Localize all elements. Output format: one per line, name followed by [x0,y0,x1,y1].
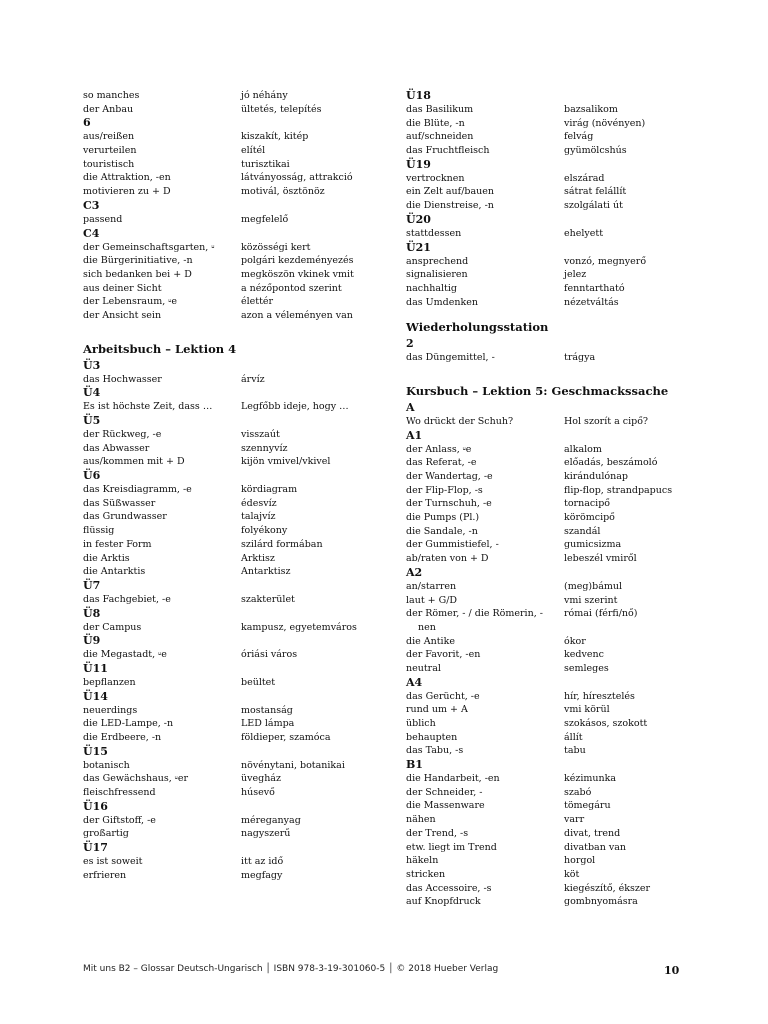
hungarian-translation: divatban van [564,841,627,853]
hungarian-translation: ehelyett [564,227,604,239]
glossary-entry [83,731,373,745]
german-term: flüssig [83,525,115,537]
german-term: der Gummistiefel, - [406,539,499,551]
hungarian-translation: itt az idő [241,856,284,868]
german-term: stattdessen [406,227,462,239]
section-heading: Kursbuch – Lektion 5: Geschmackssache [406,383,669,398]
glossary-entry [406,717,706,731]
hungarian-translation: visszaút [241,429,280,440]
german-term: der Giftstoff, -e [83,814,156,826]
german-term: die Erdbeere, -n [83,732,162,743]
spacer [83,323,373,339]
hungarian-translation: előadás, beszámoló [564,457,658,469]
glossary-entry [83,759,373,773]
german-term: fleischfressend [83,787,156,799]
exercise-heading: Ü14 [83,689,108,703]
hungarian-translation: megköszön vkinek vmit [241,268,354,280]
german-term: nen [418,621,436,633]
glossary-entry [83,268,373,282]
hungarian-translation: semleges [564,662,609,674]
hungarian-translation: Antarktisz [241,566,291,578]
german-term: aus/reißen [83,131,135,143]
exercise-heading: C4 [83,226,100,240]
german-term: die Antike [406,635,455,647]
german-term: es ist soweit [83,856,143,868]
glossary-entry [406,172,706,186]
glossary-entry [83,213,373,227]
exercise-heading: A [406,400,415,414]
hungarian-translation: felvág [564,131,594,143]
german-term: der Turnschuh, -e [406,498,492,510]
german-term: das Düngemittel, - [406,352,495,364]
german-term: die Dienstreise, -n [406,200,494,212]
hungarian-translation: kiegészítő, ékszer [564,882,651,894]
hungarian-translation: gumicsizma [564,539,622,551]
german-term: die Pumps (Pl.) [406,512,480,524]
glossary-entry [83,717,373,731]
glossary-entry [83,254,373,268]
section-heading: Wiederholungsstation [406,320,549,335]
exercise-heading: C3 [83,198,100,212]
german-term: auf/schneiden [406,131,474,143]
glossary-entry [406,351,706,365]
hungarian-translation: római (férfi/nő) [564,608,638,620]
hungarian-translation: jelez [564,269,587,281]
german-term: das Hochwasser [83,373,162,385]
exercise-heading: 6 [83,116,91,130]
glossary-entry [406,456,706,470]
glossary-entry [406,703,706,717]
glossary-entry [83,621,373,635]
german-term: ein Zelt auf/bauen [406,186,495,198]
glossary-entry [406,511,706,525]
german-term: motivieren zu + D [83,186,171,198]
glossary-entry [83,538,373,552]
glossary-entry [406,538,706,552]
glossary-entry [406,772,706,786]
german-term: passend [83,213,123,225]
german-term: das Umdenken [406,296,478,308]
german-term: der Lebensraum, ⸚e [83,296,177,308]
hungarian-translation: elítél [241,145,266,157]
german-term: die Blüte, -n [406,117,465,129]
hungarian-translation: köt [564,868,580,880]
hungarian-translation: közösségi kert [241,241,311,253]
german-term: das Referat, -e [406,457,477,469]
exercise-heading: Ü15 [83,744,108,758]
hungarian-translation: kézimunka [564,773,617,785]
hungarian-translation: kirándulónap [564,471,628,482]
german-term: üblich [406,718,436,729]
german-term: die Bürgerinitiative, -n [83,255,193,267]
exercise-heading: Ü6 [83,469,101,483]
german-term: das Gewächshaus, ⸚er [83,773,188,785]
glossary-entry [406,744,706,758]
hungarian-translation: Legfőbb ideje, hogy … [241,401,349,413]
glossary-entry [83,185,373,199]
glossary-entry [406,497,706,511]
hungarian-translation: motivál, ösztönöz [241,186,325,198]
hungarian-translation: turisztikai [241,158,290,170]
glossary-entry [83,552,373,566]
german-term: das Fachgebiet, -e [83,593,171,605]
hungarian-translation: a nézőpontod szerint [241,282,342,294]
german-term: die Attraktion, -en [83,172,171,184]
hungarian-translation: földieper, szamóca [241,732,331,743]
german-term: das Tabu, -s [406,745,464,757]
german-term: touristisch [83,158,135,170]
glossary-entry [406,484,706,498]
glossary-entry [406,662,706,676]
german-term: die Arktis [83,552,130,564]
german-term: an/starren [406,580,457,592]
glossary-entry [406,282,706,296]
german-term: der Anlass, ⸚e [406,443,472,455]
hungarian-translation: árvíz [241,373,265,385]
hungarian-translation: megfelelő [241,213,289,225]
german-term: Es ist höchste Zeit, dass … [83,401,213,413]
glossary-entry [406,144,706,158]
german-term: das Accessoire, -s [406,882,492,894]
hungarian-translation: szennyvíz [241,442,288,454]
german-term: aus/kommen mit + D [83,456,185,468]
german-term: nachhaltig [406,282,457,294]
hungarian-translation: talajvíz [241,511,276,523]
exercise-heading: Ü7 [83,578,101,592]
exercise-heading: A4 [406,675,423,689]
hungarian-translation: jó néhány [241,90,288,101]
german-term: der Römer, - / die Römerin, - [406,608,543,620]
exercise-heading: B1 [406,758,423,772]
glossary-entry [406,854,706,868]
glossary-entry [83,869,373,883]
german-term: der Schneider, - [406,786,483,798]
german-term: der Flip-Flop, -s [406,484,483,496]
glossary-entry [83,144,373,158]
glossary-entry [83,103,373,117]
hungarian-translation: LED lámpa [241,718,295,730]
hungarian-translation: vonzó, megnyerő [564,255,647,267]
german-term: häkeln [406,855,439,867]
glossary-entry [83,786,373,800]
glossary-entry [406,580,706,594]
exercise-heading: Ü3 [83,358,101,372]
glossary-entry [83,648,373,662]
exercise-heading: 2 [406,337,414,351]
german-term: behaupten [406,731,458,743]
hungarian-translation: szokásos, szokott [564,718,648,729]
section-heading: Arbeitsbuch – Lektion 4 [83,341,237,356]
exercise-heading: A2 [406,565,423,579]
glossary-entry [406,882,706,896]
german-term: signalisieren [406,269,468,281]
hungarian-translation: állít [564,731,583,743]
hungarian-translation: bazsalikom [564,104,618,115]
glossary-entry [406,227,706,241]
exercise-heading: Ü20 [406,212,431,226]
hungarian-translation: kördiagram [241,484,298,496]
glossary-entry [406,690,706,704]
german-term: die Massenware [406,800,485,812]
hungarian-translation: azon a véleményen van [241,309,353,321]
exercise-heading: Ü8 [83,606,101,620]
hungarian-translation: szilárd formában [241,538,323,550]
glossary-entry [83,676,373,690]
hungarian-translation: körömcipő [564,512,615,524]
hungarian-translation: szakterület [241,593,295,605]
hungarian-translation: trágya [564,352,596,364]
german-term: der Anbau [83,103,134,115]
hungarian-translation: élettér [241,296,274,308]
glossary-entry [406,594,706,608]
german-term: erfrieren [83,869,127,881]
hungarian-translation: kampusz, egyetemváros [241,621,357,633]
hungarian-translation: gyümölcshús [564,145,627,157]
german-term: auf Knopfdruck [406,896,481,908]
exercise-heading: A1 [406,428,423,442]
glossary-entry [406,117,706,131]
german-term: großartig [83,828,129,840]
exercise-heading: Ü9 [83,634,101,648]
glossary-entry [83,442,373,456]
glossary-entry [83,158,373,172]
glossary-entry [406,731,706,745]
glossary-entry [83,593,373,607]
glossary-entry [83,282,373,296]
german-term: sich bedanken bei + D [83,268,192,280]
glossary-entry [83,309,373,323]
german-term: die Antarktis [83,566,146,578]
glossary-entry [83,524,373,538]
glossary-entry [406,130,706,144]
german-term: der Gemeinschaftsgarten, ⸚ [83,241,215,253]
german-term: die Megastadt, ⸚e [83,649,167,661]
glossary-entry [83,814,373,828]
hungarian-translation: kiszakít, kitép [241,131,309,143]
hungarian-translation: megfagy [241,869,283,881]
hungarian-translation: elszárad [564,172,605,184]
hungarian-translation: szabó [564,786,592,798]
german-term: etw. liegt im Trend [406,841,497,853]
glossary-entry [406,827,706,841]
german-term: das Gerücht, -e [406,690,480,702]
exercise-heading: Ü11 [83,661,108,675]
glossary-entry [406,786,706,800]
german-term: nähen [406,814,436,826]
glossary-entry [83,130,373,144]
german-term: laut + G/D [406,594,458,606]
german-term: rund um + A [406,704,468,716]
hungarian-translation: húsevő [241,787,275,799]
footer-text: Mit uns B2 – Glossar Deutsch-Ungarisch │ ISBN 978-3-19-301060-5 │ © 2018 Hueber Verlag [83,964,499,974]
german-term: bepflanzen [83,676,136,688]
hungarian-translation: horgol [564,855,596,867]
german-term: ab/raten von + D [406,553,489,565]
glossary-entry [83,510,373,524]
hungarian-translation: ültetés, telepítés [241,103,322,115]
hungarian-translation: flip-flop, strandpapucs [564,484,673,496]
hungarian-translation: Hol szorít a cipő? [564,415,649,427]
glossary-entry [406,470,706,484]
hungarian-translation: sátrat felállít [564,186,627,198]
right-column [406,89,706,909]
glossary-entry [406,185,706,199]
german-term: vertrocknen [406,172,465,184]
exercise-heading: Ü4 [83,386,101,400]
hungarian-translation: Arktisz [241,552,275,564]
glossary-entry [83,455,373,469]
hungarian-translation: beültet [241,676,276,688]
hungarian-translation: tabu [564,745,586,757]
hungarian-translation [576,621,706,635]
glossary-entry [406,525,706,539]
hungarian-translation: látványosság, attrakció [241,172,353,184]
german-term: in fester Form [83,538,152,550]
hungarian-translation: szandál [564,525,601,537]
hungarian-translation: édesvíz [241,497,277,509]
exercise-heading: Ü17 [83,841,108,855]
glossary-entry [406,635,706,649]
german-term: der Campus [83,621,142,633]
glossary-entry [83,855,373,869]
glossary-entry [406,443,706,457]
german-term: das Süßwasser [83,497,156,509]
glossary-entry [83,241,373,255]
hungarian-translation: virág (növényen) [564,117,646,129]
german-term: das Grundwasser [83,511,167,523]
hungarian-translation: hír, híresztelés [564,690,635,702]
hungarian-translation: nagyszerű [241,828,291,840]
hungarian-translation: fenntartható [564,282,625,294]
exercise-heading: Ü21 [406,240,431,254]
german-term: so manches [83,90,140,101]
hungarian-translation: polgári kezdeményezés [241,255,354,267]
glossary-entry [83,171,373,185]
hungarian-translation: vmi körül [564,704,610,716]
german-term: neuerdings [83,704,138,716]
glossary-entry [83,400,373,414]
german-term: das Basilikum [406,104,474,115]
hungarian-translation: növénytani, botanikai [241,759,345,771]
glossary-entry [406,895,706,909]
glossary-entry [83,483,373,497]
hungarian-translation: üvegház [241,773,281,785]
german-term: neutral [406,662,441,674]
glossary-entry [83,565,373,579]
german-term: stricken [406,868,446,880]
hungarian-translation: gombnyomásra [564,896,638,908]
german-term: das Fruchtfleisch [406,145,490,157]
glossary-entry [406,415,706,429]
hungarian-translation: varr [564,814,585,826]
glossary-entry [406,552,706,566]
glossary-entry [406,841,706,855]
glossary-entry [83,373,373,387]
german-term: die Sandale, -n [406,525,478,537]
glossary-entry [406,199,706,213]
left-column [83,89,373,883]
glossary-entry [406,296,706,310]
hungarian-translation: ókor [564,635,586,647]
exercise-heading: Ü18 [406,89,431,102]
hungarian-translation: mostanság [241,704,293,716]
german-term: der Rückweg, -e [83,429,162,440]
hungarian-translation: tömegáru [564,800,611,812]
hungarian-translation: alkalom [564,443,602,455]
german-term: der Wandertag, -e [406,471,493,482]
german-term: die LED-Lampe, -n [83,718,174,730]
glossary-entry [406,868,706,882]
hungarian-translation: lebeszél vmiről [564,553,637,565]
hungarian-translation: kijön vmivel/vkivel [241,456,331,468]
page-number: 10 [664,964,680,977]
glossary-entry [406,799,706,813]
hungarian-translation: vmi szerint [564,594,618,606]
german-term: verurteilen [83,145,137,157]
german-term: das Kreisdiagramm, -e [83,484,192,496]
glossary-entry [406,813,706,827]
exercise-heading: Ü19 [406,157,431,171]
glossary-entry [406,648,706,662]
german-term: der Trend, -s [406,827,469,839]
glossary-entry [83,827,373,841]
glossary-entry [406,607,706,621]
glossary-entry [83,497,373,511]
german-term: ansprechend [406,255,469,267]
glossary-entry [406,268,706,282]
german-term: aus deiner Sicht [83,282,162,294]
hungarian-translation: divat, trend [564,827,621,839]
glossary-entry [83,89,373,103]
glossary-entry [406,255,706,269]
exercise-heading: Ü5 [83,414,101,427]
glossary-entry [406,621,706,635]
german-term: Wo drückt der Schuh? [406,415,514,427]
glossary-entry [83,428,373,442]
hungarian-translation: kedvenc [564,649,604,661]
german-term: der Ansicht sein [83,309,162,321]
german-term: die Handarbeit, -en [406,773,500,785]
glossary-entry [83,704,373,718]
hungarian-translation: (meg)bámul [564,580,623,592]
hungarian-translation: óriási város [241,649,298,661]
hungarian-translation: folyékony [241,525,288,537]
hungarian-translation: tornacipő [564,498,611,510]
glossary-entry [83,295,373,309]
german-term: das Abwasser [83,442,150,454]
glossary-entry [406,103,706,117]
glossary-entry [83,772,373,786]
german-term: botanisch [83,759,130,771]
hungarian-translation: szolgálati út [564,200,623,212]
hungarian-translation: nézetváltás [564,296,619,308]
german-term: der Favorit, -en [406,649,481,661]
exercise-heading: Ü16 [83,799,108,813]
spacer [406,365,706,381]
hungarian-translation: méreganyag [241,814,301,826]
spacer [406,309,706,317]
